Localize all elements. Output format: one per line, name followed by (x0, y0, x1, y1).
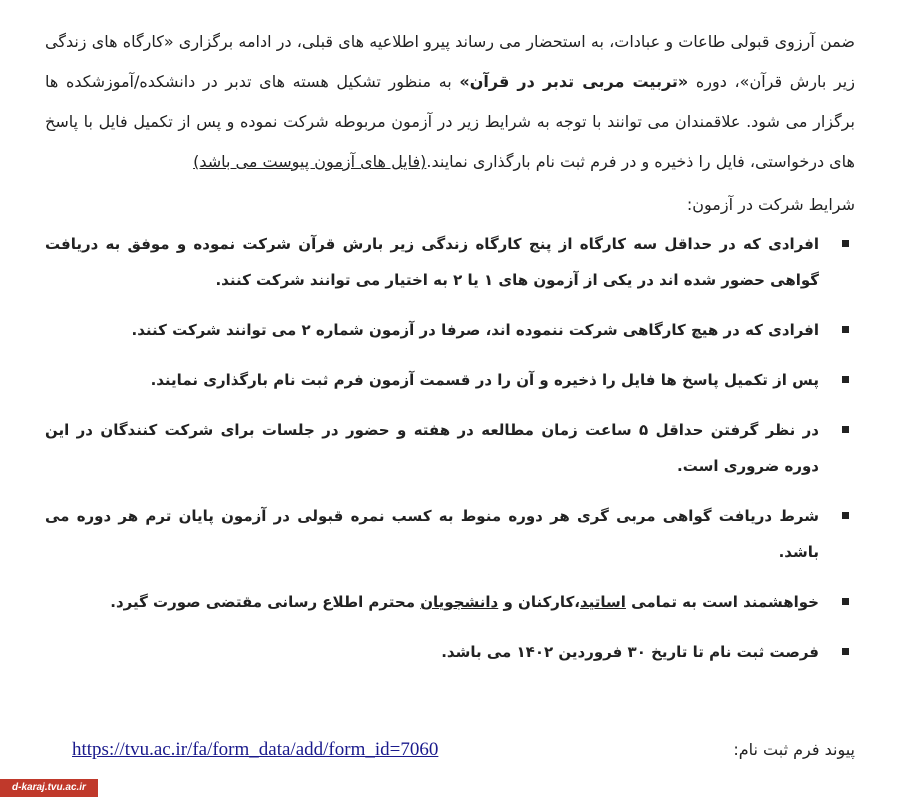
square-bullet-icon (842, 512, 849, 519)
condition-item (45, 412, 855, 484)
conditions-list (45, 226, 855, 670)
condition-text-students: دانشجویان (420, 593, 499, 611)
condition-text-pre: خواهشمند است به تمامی (625, 593, 819, 611)
condition-text: افرادی که در هیچ کارگاهی شرکت ننموده اند، صرفا در آزمون شماره ۲ می توانند شرکت کنند. (131, 321, 819, 339)
condition-text-post: محترم اطلاع رسانی مقتضی صورت گیرد. (110, 593, 421, 611)
condition-text: فرصت ثبت نام تا تاریخ ۳۰ فروردین ۱۴۰۲ می باشد. (441, 643, 819, 661)
condition-text-professors: اساتید (580, 593, 626, 611)
course-name: «تربیت مربی تدبر در قرآن» (459, 72, 689, 91)
condition-item (45, 498, 855, 570)
site-watermark: d-karaj.tvu.ac.ir (0, 779, 98, 797)
square-bullet-icon (842, 326, 849, 333)
square-bullet-icon (842, 240, 849, 247)
square-bullet-icon (842, 426, 849, 433)
intro-paragraph (45, 22, 855, 182)
announcement-document (45, 22, 855, 684)
condition-text: پس از تکمیل پاسخ ها فایل را ذخیره و آن را در قسمت آزمون فرم ثبت نام بارگذاری نمایند. (150, 371, 819, 389)
condition-item (45, 226, 855, 298)
condition-text: افرادی که در حداقل سه کارگاه از پنج کارگاه زندگی زیر بارش قرآن شرکت نموده و موفق به دریافت گواهی حضور شده اند در یکی از آزمون های ۱ یا ۲ به اختیار می توانند شرکت کنند. (45, 235, 819, 289)
condition-item (45, 584, 855, 620)
intro-text-part2: به منظور تشکیل هسته های تدبر در دانشکده/آموزشکده ها برگزار می شود. علاقمندان می توانند با توجه به شرایط زیر در آزمون مربوطه شرکت نموده و پس از تکمیل فایل با پاسخ های درخواستی، فایل را ذخیره و در فرم ثبت نام بارگذاری نمایند. (45, 72, 855, 171)
square-bullet-icon (842, 376, 849, 383)
intro-text-part1: ضمن آرزوی قبولی طاعات و عبادات، به استحضار می رساند پیرو اطلاعیه های قبلی، در ادامه برگزاری «کارگاه های زندگی زیر بارش قرآن»، دوره (45, 32, 855, 91)
condition-item (45, 362, 855, 398)
square-bullet-icon (842, 648, 849, 655)
condition-item (45, 312, 855, 348)
conditions-title: شرایط شرکت در آزمون: (686, 195, 855, 214)
registration-link-row (45, 735, 855, 765)
registration-label: پیوند فرم ثبت نام: (733, 740, 855, 759)
condition-text-mid: ،کارکنان و (498, 593, 580, 611)
registration-form-link[interactable]: https://tvu.ac.ir/fa/form_data/add/form_id=7060 (72, 739, 439, 760)
condition-text: در نظر گرفتن حداقل ۵ ساعت زمان مطالعه در هفته و حضور در جلسات برای شرکت کنندگان در این دوره ضروری است. (45, 421, 820, 475)
attachment-note: (فایل های آزمون پیوست می باشد) (193, 152, 427, 171)
square-bullet-icon (842, 598, 849, 605)
condition-item (45, 634, 855, 670)
condition-text: شرط دریافت گواهی مربی گری هر دوره منوط به کسب نمره قبولی در آزمون پایان ترم هر دوره می باشد. (45, 507, 819, 561)
